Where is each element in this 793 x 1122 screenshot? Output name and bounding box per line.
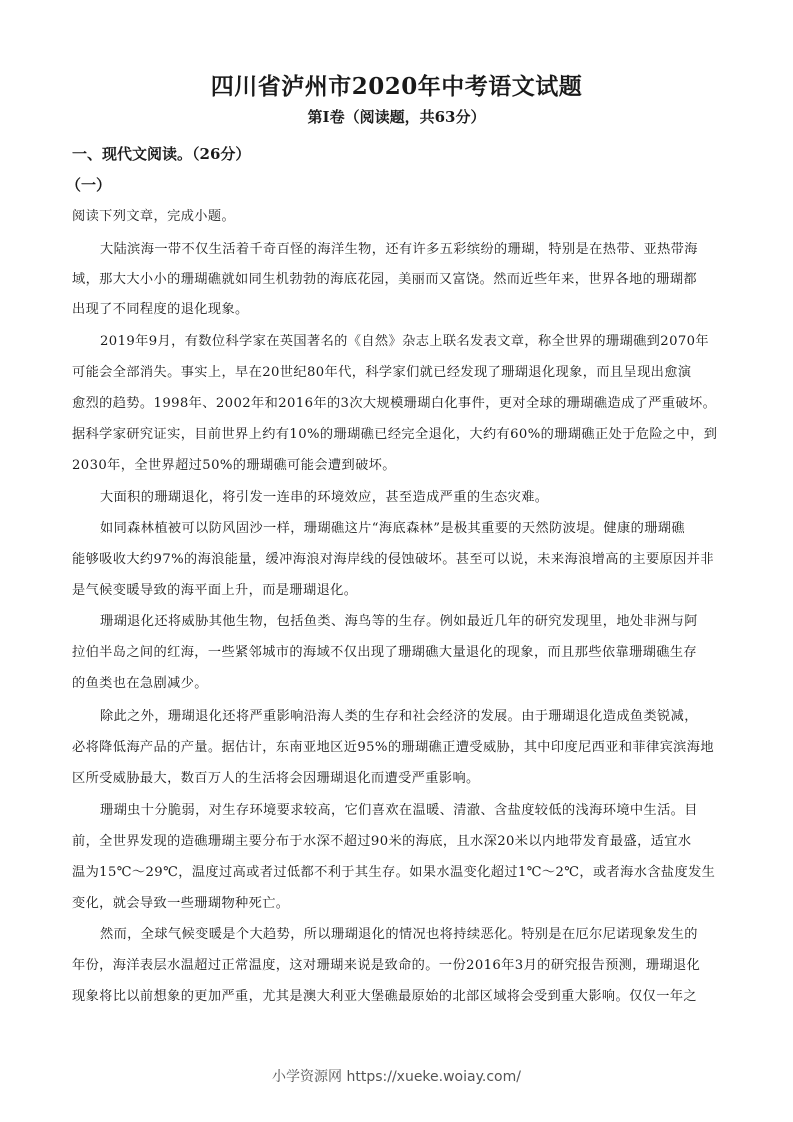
paragraph-line: 大陆滨海一带不仅生活着千奇百怪的海洋生物，还有许多五彩缤纷的珊瑚，特别是在热带、亚热带海 <box>100 242 698 257</box>
paragraph-line: 域，那大大小小的珊瑚礁就如同生机勃勃的海底花园，美丽而又富饶。然而近些年来，世界各地的珊瑚都 <box>72 272 698 287</box>
paragraph-line: 珊瑚虫十分脆弱，对生存环境要求较高，它们喜欢在温暖、清澈、含盐度较低的浅海环境中生活。目 <box>100 803 698 818</box>
paragraph-line: 的鱼类也在急剧减少。 <box>72 676 208 691</box>
paragraph-line: 变化，就会导致一些珊瑚物种死亡。 <box>72 896 290 911</box>
paragraph-line: 大面积的珊瑚退化，将引发一连串的环境效应，甚至造成严重的生态灾难。 <box>100 490 549 505</box>
subsection-label: （一） <box>66 176 112 194</box>
paragraph-line: 区所受威胁最大，数百万人的生活将会因珊瑚退化而遭受严重影响。 <box>72 771 480 786</box>
paragraph-line: 除此之外，珊瑚退化还将严重影响沿海人类的生存和社会经济的发展。由于珊瑚退化造成鱼类锐减， <box>100 709 698 724</box>
paragraph-line: 拉伯半岛之间的红海，一些紧邻城市的海域不仅出现了珊瑚礁大量退化的现象，而且那些依靠珊瑚礁生存 <box>72 645 698 660</box>
paragraph-line: 温为15℃～29℃，温度过高或者过低都不利于其生存。如果水温变化超过1℃～2℃，或者海水含盐度发生 <box>72 865 716 880</box>
section-heading: 一、现代文阅读。（26分） <box>72 145 251 163</box>
paragraph-line: 可能会全部消失。事实上，早在20世纪80年代，科学家们就已经发现了珊瑚退化现象，而且呈现出愈演 <box>72 365 692 380</box>
paragraph-line: 珊瑚退化还将威胁其他生物，包括鱼类、海鸟等的生存。例如最近几年的研究发现里，地处非洲与阿 <box>100 614 698 629</box>
paragraph-line: 是气候变暖导致的海平面上升，而是珊瑚退化。 <box>72 583 358 598</box>
paragraph-line: 能够吸收大约97%的海浪能量，缓冲海浪对海岸线的侵蚀破坏。甚至可以说，未来海浪增高的主要原因并非 <box>72 552 714 567</box>
footer-watermark: 小学资源网 https://xueke.woiay.com/ <box>272 1069 521 1085</box>
paragraph-line: 年份，海洋表层水温超过正常温度，这对珊瑚来说是致命的。一份2016年3月的研究报告预测，珊瑚退化 <box>72 958 701 973</box>
paragraph-line: 2030年，全世界超过50%的珊瑚礁可能会遭到破坏。 <box>72 458 396 473</box>
paragraph-line: 前，全世界发现的造礁珊瑚主要分布于水深不超过90米的海底，且水深20米以内地带发育最盛，适宜水 <box>72 834 692 849</box>
paragraph-line: 现象将比以前想象的更加严重，尤其是澳大利亚大堡礁最原始的北部区域将会受到重大影响。仅仅一年之 <box>72 989 698 1004</box>
paragraph-line: 必将降低海产品的产量。据估计，东南亚地区近95%的珊瑚礁正遭受威胁，其中印度尼西亚和菲律宾滨海地 <box>72 740 714 755</box>
document-subtitle: 第Ⅰ卷（阅读题，共63分） <box>307 108 486 126</box>
document-title: 四川省泸州市2020年中考语文试题 <box>210 73 583 100</box>
paragraph-line: 据科学家研究证实，目前世界上约有10%的珊瑚礁已经完全退化，大约有60%的珊瑚礁正处于危险之中，到 <box>72 427 718 442</box>
paragraph-line: 2019年9月，有数位科学家在英国著名的《自然》杂志上联名发表文章，称全世界的珊瑚礁到2070年 <box>100 334 710 349</box>
paragraph-line: 出现了不同程度的退化现象。 <box>72 302 249 317</box>
paragraph-line: 然而，全球气候变暖是个大趋势，所以珊瑚退化的情况也将持续恶化。特别是在厄尔尼诺现象发生的 <box>100 927 698 942</box>
paragraph-line: 如同森林植被可以防风固沙一样，珊瑚礁这片“海底森林”是极其重要的天然防波堤。健康的珊瑚礁 <box>100 521 685 536</box>
paragraph-line: 愈烈的趋势。1998年、2002年和2016年的3次大规模珊瑚白化事件，更对全球的珊瑚礁造成了严重破坏。 <box>72 396 717 411</box>
instruction-text: 阅读下列文章，完成小题。 <box>72 209 236 224</box>
